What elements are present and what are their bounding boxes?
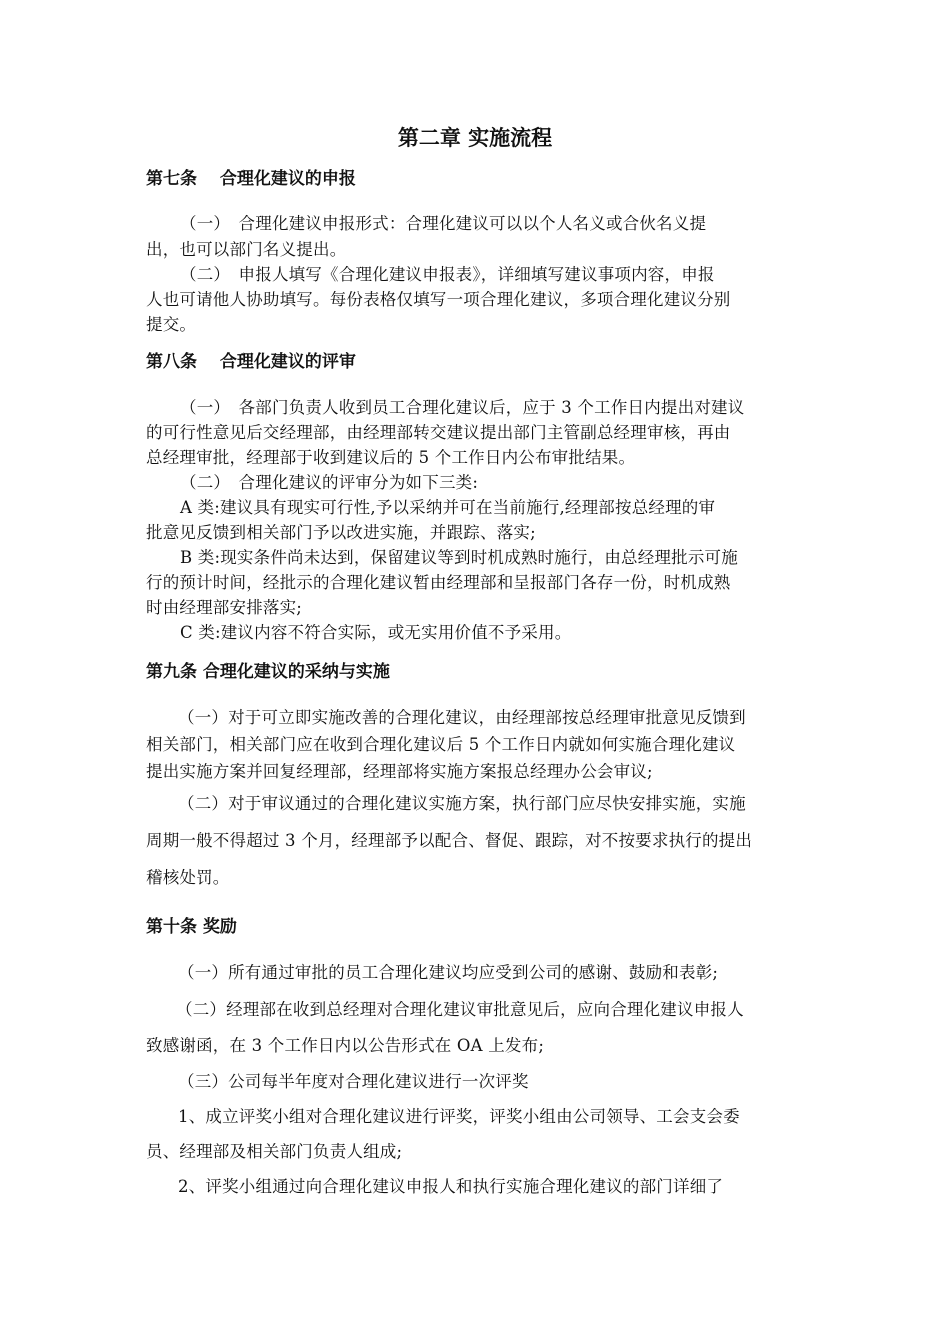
article-10-line: （三）公司每半年度对合理化建议进行一次评奖 (178, 1072, 529, 1091)
article-9-line: 相关部门，相关部门应在收到合理化建议后 5 个工作日内就如何实施合理化建议 (146, 735, 736, 754)
article-10-line: 1、成立评奖小组对合理化建议进行评奖，评奖小组由公司领导、工会支会委 (178, 1107, 740, 1126)
chapter-title: 第二章 实施流程 (397, 126, 553, 150)
article-10-line: 2、评奖小组通过向合理化建议申报人和执行实施合理化建议的部门详细了 (178, 1177, 724, 1196)
article-9-line: （二）对于审议通过的合理化建议实施方案，执行部门应尽快安排实施，实施 (178, 794, 746, 813)
article-7-line: 提交。 (146, 315, 197, 334)
article-8-line: B 类:现实条件尚未达到，保留建议等到时机成熟时施行，由总经理批示可施 (180, 548, 738, 567)
article-7-line: 人也可请他人协助填写。每份表格仅填写一项合理化建议，多项合理化建议分别 (146, 290, 731, 309)
article-7-line: （二） 申报人填写《合理化建议申报表》，详细填写建议事项内容，申报 (180, 265, 715, 284)
article-7-line: （一） 合理化建议申报形式：合理化建议可以以个人名义或合伙名义提 (180, 214, 707, 233)
article-9-line: （一）对于可立即实施改善的合理化建议，由经理部按总经理审批意见反馈到 (178, 708, 746, 727)
article-7-line: 出，也可以部门名义提出。 (146, 240, 347, 259)
article-9-line: 稽核处罚。 (146, 868, 230, 887)
article-8-line: （一） 各部门负责人收到员工合理化建议后，应于 3 个工作日内提出对建议 (180, 398, 745, 417)
article-8-line: 行的预计时间，经批示的合理化建议暂由经理部和呈报部门各存一份，时机成熟 (146, 573, 731, 592)
article-8-line: A 类:建议具有现实可行性,予以采纳并可在当前施行,经理部按总经理的审 (180, 498, 716, 517)
article-8-line: （二） 合理化建议的评审分为如下三类: (180, 473, 479, 492)
article-9-line: 周期一般不得超过 3 个月，经理部予以配合、督促、跟踪，对不按要求执行的提出 (146, 831, 753, 850)
article-10-line: （一）所有通过审批的员工合理化建议均应受到公司的感谢、鼓励和表彰; (178, 963, 719, 982)
article-8-line: 批意见反馈到相关部门予以改进实施，并跟踪、落实; (146, 523, 536, 542)
article-7-heading: 第七条 合理化建议的申报 (146, 169, 356, 189)
article-9-line: 提出实施方案并回复经理部，经理部将实施方案报总经理办公会审议; (146, 762, 653, 781)
article-8-line: 总经理审批，经理部于收到建议后的 5 个工作日内公布审批结果。 (146, 448, 636, 467)
article-8-line: C 类:建议内容不符合实际，或无实用价值不予采用。 (180, 623, 572, 642)
article-8-line: 的可行性意见后交经理部，由经理部转交建议提出部门主管副总经理审核，再由 (146, 423, 731, 442)
article-8-heading: 第八条 合理化建议的评审 (146, 352, 356, 372)
article-10-line: 员、经理部及相关部门负责人组成; (146, 1142, 403, 1161)
article-10-line: 致感谢函，在 3 个工作日内以公告形式在 OA 上发布; (146, 1036, 545, 1055)
article-10-heading: 第十条 奖励 (146, 917, 237, 937)
article-8-line: 时由经理部安排落实; (146, 598, 303, 617)
article-10-line: （二）经理部在收到总经理对合理化建议审批意见后，应向合理化建议申报人 (176, 1000, 744, 1019)
article-9-heading: 第九条 合理化建议的采纳与实施 (146, 662, 390, 682)
